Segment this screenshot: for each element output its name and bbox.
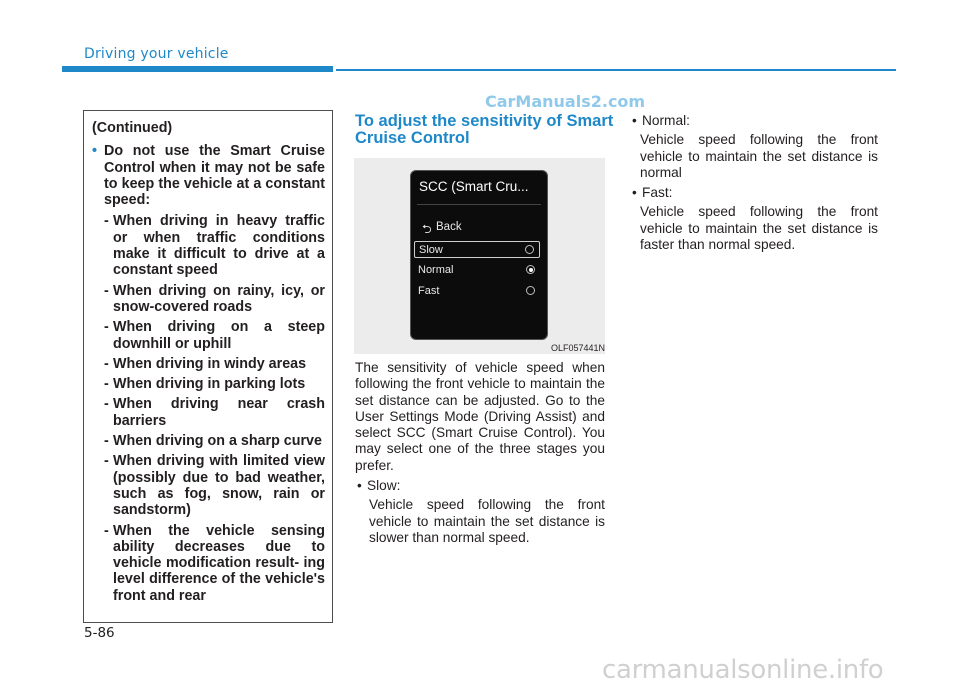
stage-desc: Vehicle speed following the front vehicle to maintain the set distance is normal — [640, 132, 878, 180]
warning-item-text: When driving on a sharp curve — [113, 433, 322, 450]
dash-marker: - — [104, 376, 109, 393]
option-fast[interactable] — [414, 283, 540, 300]
radio-icon — [526, 286, 535, 295]
option-label: Slow — [419, 244, 443, 256]
warning-main-text: Do not use the Smart Cruise Control when it may not be safe to keep the vehicle at a constant speed: — [104, 143, 325, 209]
dash-marker: - — [104, 355, 109, 372]
watermark-top: CarManuals2.com — [485, 92, 646, 111]
watermark-bottom: carmanualsonline.info — [602, 655, 884, 685]
continued-label: (Continued) — [92, 120, 173, 136]
stage-slow — [355, 478, 605, 494]
warning-item-text: When driving with limited view (possibly due to bad weather, such as fog, snow, rain or sandstorm) — [113, 453, 325, 519]
screen-divider — [417, 204, 541, 205]
dash-marker: - — [104, 213, 109, 230]
stage-fast — [630, 185, 878, 201]
figure-code: OLF057441N — [550, 343, 605, 353]
warning-item-text: When driving on rainy, icy, or snow-covered roads — [113, 282, 325, 315]
dash-marker: - — [104, 396, 109, 413]
option-label: Normal — [418, 264, 454, 276]
bullet-dot-icon: • — [632, 113, 637, 128]
section-title: Driving your vehicle — [84, 46, 229, 62]
warning-box — [83, 110, 333, 623]
warning-item — [92, 396, 325, 429]
warning-sublist — [92, 213, 325, 604]
warning-item — [92, 433, 325, 449]
warning-item-text: When the vehicle sensing ability decreases due to vehicle modification result- ing level difference of the vehicle's front and rear — [113, 522, 325, 604]
screen-title: SCC (Smart Cru... — [419, 179, 529, 194]
page-number: 5-86 — [84, 625, 115, 641]
stage-desc: Vehicle speed following the front vehicle to maintain the set distance is slower than normal speed. — [369, 497, 605, 545]
stage-label: Slow: — [367, 478, 401, 494]
stage-desc: Vehicle speed following the front vehicle to maintain the set distance is faster than normal speed. — [640, 204, 878, 253]
dash-marker: - — [104, 319, 109, 336]
bullet-dot-icon: • — [632, 185, 637, 201]
stage-label: Fast: — [642, 185, 673, 201]
dash-marker: - — [104, 282, 109, 299]
option-slow[interactable] — [414, 241, 540, 258]
figure — [354, 158, 605, 354]
warning-item-text: When driving in heavy traffic or when traffic conditions make it difficult to drive at a constant speed — [113, 213, 325, 279]
warning-item — [92, 453, 325, 518]
back-label: Back — [436, 221, 462, 233]
radio-icon — [525, 245, 534, 254]
section-heading: To adjust the sensitivity of Smart Cruise Control — [355, 112, 614, 147]
warning-item — [92, 376, 325, 392]
warning-item — [92, 213, 325, 278]
warning-item — [92, 283, 325, 316]
back-arrow-icon: ⮌ — [422, 222, 432, 236]
dash-marker: - — [104, 522, 109, 539]
warning-item-text: When driving in parking lots — [113, 376, 306, 393]
bullet-dot-icon: • — [92, 143, 98, 160]
body-column-2 — [355, 360, 605, 546]
stage-normal — [630, 113, 878, 129]
warning-item — [92, 356, 325, 372]
display-screen — [410, 170, 548, 340]
dash-marker: - — [104, 433, 109, 450]
warning-item-text: When driving in windy areas — [113, 355, 307, 372]
dash-marker: - — [104, 453, 109, 470]
warning-main-bullet — [92, 143, 325, 208]
body-column-3 — [630, 113, 878, 253]
radio-selected-icon — [526, 265, 535, 274]
bullet-dot-icon: • — [357, 478, 362, 494]
stage-label: Normal: — [642, 113, 690, 128]
intro-paragraph: The sensitivity of vehicle speed when following the front vehicle to maintain the set distance can be adjusted. Go to the User Settings Mode (Driving Assist) and select SCC (Smart Cruise Control). You may select one of the three stages you prefer. — [355, 360, 605, 473]
warning-item-text: When driving near crash barriers — [113, 396, 325, 429]
header-rule-thin — [336, 69, 896, 71]
warning-item — [92, 523, 325, 604]
option-label: Fast — [418, 285, 440, 297]
warning-item-text: When driving on a steep downhill or uphill — [113, 319, 325, 352]
option-normal[interactable] — [414, 262, 540, 279]
header-rule-thick — [62, 66, 333, 72]
warning-item — [92, 319, 325, 352]
